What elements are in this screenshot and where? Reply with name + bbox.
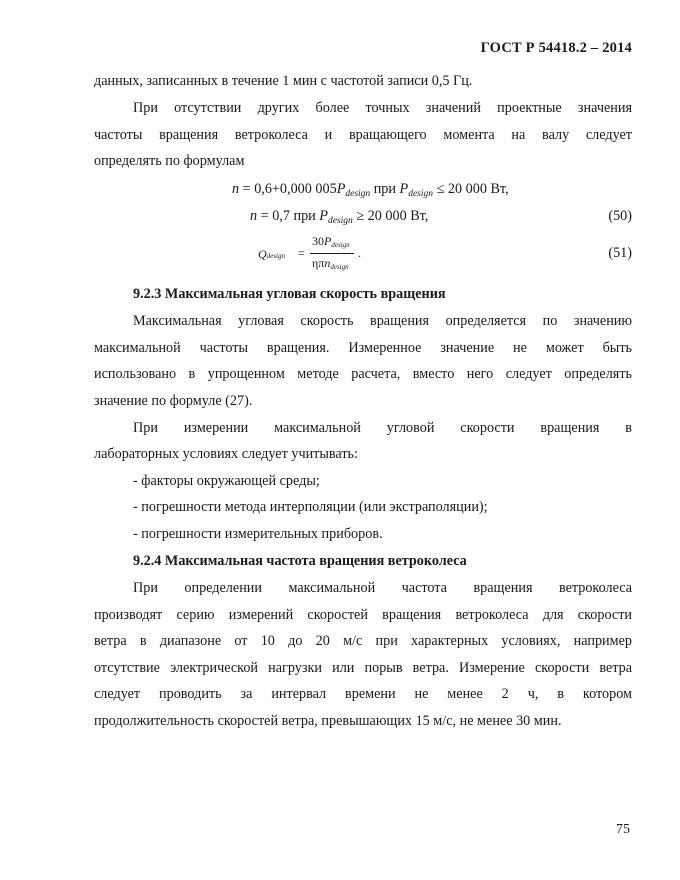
paragraph-line: использовано в упрощенном методе расчета, вместо него следует определять — [94, 366, 632, 382]
paragraph-line: максимальной частоты вращения. Измеренное значение не может быть — [94, 340, 632, 356]
paragraph-line: следует проводить за интервал времени не менее 2 ч, в котором — [94, 686, 632, 702]
list-item: - погрешности измерительных приборов. — [133, 526, 383, 542]
list-item: - погрешности метода интерполяции (или экстраполяции); — [133, 499, 488, 515]
document-header: ГОСТ Р 54418.2 – 2014 — [480, 40, 632, 56]
section-heading-9-2-3: 9.2.3 Максимальная угловая скорость вращения — [133, 286, 446, 302]
formula-51: Qdesign = 30Pdesign ηπndesign . — [258, 234, 361, 271]
formula-50-line-a: n = 0,6+0,000 $005P_{design}$ при $P_{design} \le 20$ 000 Вт, — [232, 181, 509, 199]
fraction-bar — [310, 253, 354, 254]
equation-number-51: (51) — [608, 245, 632, 261]
paragraph-line: ветра в диапазоне от 10 до 20 м/с при характерных условиях, например — [94, 633, 632, 649]
paragraph-line: значение по формуле (27). — [94, 393, 253, 409]
paragraph-line: При отсутствии других более точных значений проектные значения — [133, 100, 632, 116]
equation-number-50: (50) — [608, 208, 632, 224]
paragraph-line: производят серию измерений скоростей вращения ветроколеса для скорости — [94, 607, 632, 623]
paragraph-line: данных, записанных в течение 1 мин с частотой записи 0,5 Гц. — [94, 73, 473, 89]
paragraph-line: частоты вращения ветроколеса и вращающего момента на валу следует — [94, 127, 632, 143]
paragraph-line: При определении максимальной частота вращения ветроколеса — [133, 580, 632, 596]
paragraph-line: При измерении максимальной угловой скорости вращения в — [133, 420, 632, 436]
paragraph-line: лабораторных условиях следует учитывать: — [94, 446, 358, 462]
page-number: 75 — [616, 822, 630, 837]
section-heading-9-2-4: 9.2.4 Максимальная частота вращения ветроколеса — [133, 553, 467, 569]
paragraph-line: Максимальная угловая скорость вращения определяется по значению — [133, 313, 632, 329]
paragraph-line: продолжительность скоростей ветра, превышающих 15 м/с, не менее 30 мин. — [94, 713, 562, 729]
paragraph-line: определять по формулам — [94, 153, 245, 169]
paragraph-line: отсутствие электрической нагрузки или порыв ветра. Измерение скорости ветра — [94, 660, 632, 676]
list-item: - факторы окружающей среды; — [133, 473, 320, 489]
formula-50-line-b: n = 0,7 при $P_{design} \ge 20$ 000 Вт, — [250, 208, 429, 226]
